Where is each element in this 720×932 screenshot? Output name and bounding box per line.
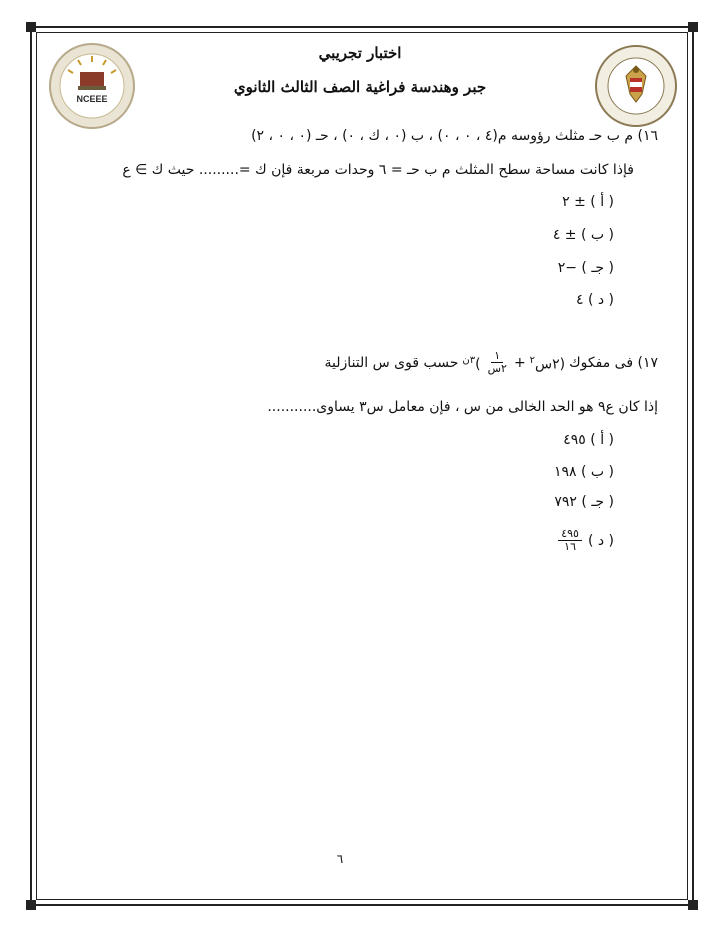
option-value: ٤	[575, 292, 584, 308]
term-a-exponent: ٢	[529, 354, 536, 366]
option-label: ( د )	[587, 292, 614, 308]
option-label: ( جـ )	[581, 494, 614, 510]
option-value: ٤٩٥	[563, 432, 586, 448]
border-corner	[26, 900, 36, 910]
question-16-line-1: ١٦) م ب حـ مثلث رؤوسه م(٤ ، ٠ ، ٠) ، ب (٠ ، ك ، ٠) ، حـ (٠ ، ٠ ، ٢)	[251, 128, 658, 144]
question-17-option-b[interactable]	[554, 462, 614, 482]
option-value: ± ٢	[562, 194, 586, 210]
expression-close-paren: )$^{٣ن}$	[462, 354, 481, 373]
outer-exponent: ٣ن	[462, 354, 476, 366]
border-corner	[688, 900, 698, 910]
fraction-denominator: ٢س	[487, 362, 507, 375]
question-17-option-c[interactable]	[554, 492, 614, 512]
question-16-line-2: فإذا كانت مساحة سطح المثلث م ب حـ = ٦ وحدات مربعة فإن ك =......... حيث ك ∋ ع	[122, 162, 634, 178]
option-value: ± ٤	[552, 227, 577, 243]
svg-text:NCEEE: NCEEE	[76, 94, 108, 104]
border-corner	[688, 22, 698, 32]
option-label: ( أ )	[590, 194, 614, 210]
option-value: ١٩٨	[553, 464, 577, 480]
page-number: ٦	[336, 852, 344, 866]
border-corner	[26, 22, 36, 32]
fraction-numerator: ٤٩٥	[558, 528, 582, 541]
nceee-logo	[48, 42, 136, 130]
option-label: ( جـ )	[581, 260, 614, 276]
option-value: ٧٩٢	[554, 494, 577, 510]
question-16-option-c[interactable]	[558, 258, 614, 278]
question-16-option-d[interactable]	[576, 290, 614, 310]
option-label: ( ب )	[580, 464, 614, 480]
expression-plus: +	[513, 354, 526, 371]
option-d-fraction	[558, 528, 582, 553]
question-16-option-a[interactable]	[562, 192, 614, 212]
fraction-numerator: ١	[491, 350, 503, 363]
question-17-suffix: حسب قوى س التنازلية	[324, 354, 459, 371]
option-label: ( د )	[587, 532, 614, 549]
expression-term-a: (٢س$^٢$	[529, 354, 566, 373]
question-17-option-d[interactable]	[558, 528, 614, 553]
ministry-logo	[594, 44, 678, 128]
question-17-line-1	[325, 350, 658, 375]
expression-fraction	[485, 350, 510, 375]
question-17-line-2: إذا كان ع٩ هو الحد الخالى من س ، فإن معامل س٣ يساوى...........	[267, 399, 658, 415]
option-value: −٢	[557, 260, 577, 276]
question-16-option-b[interactable]	[553, 225, 614, 245]
fraction-denominator: ١٦	[564, 540, 576, 553]
option-label: ( أ )	[590, 432, 614, 448]
exam-title: اختبار تجريبي	[318, 44, 402, 62]
exam-subtitle: جبر وهندسة فراغية الصف الثالث الثانوي	[233, 78, 487, 96]
question-17-prefix: ١٧) فى مفكوك	[569, 354, 658, 371]
question-17-option-a[interactable]	[563, 430, 614, 450]
option-label: ( ب )	[580, 227, 614, 243]
